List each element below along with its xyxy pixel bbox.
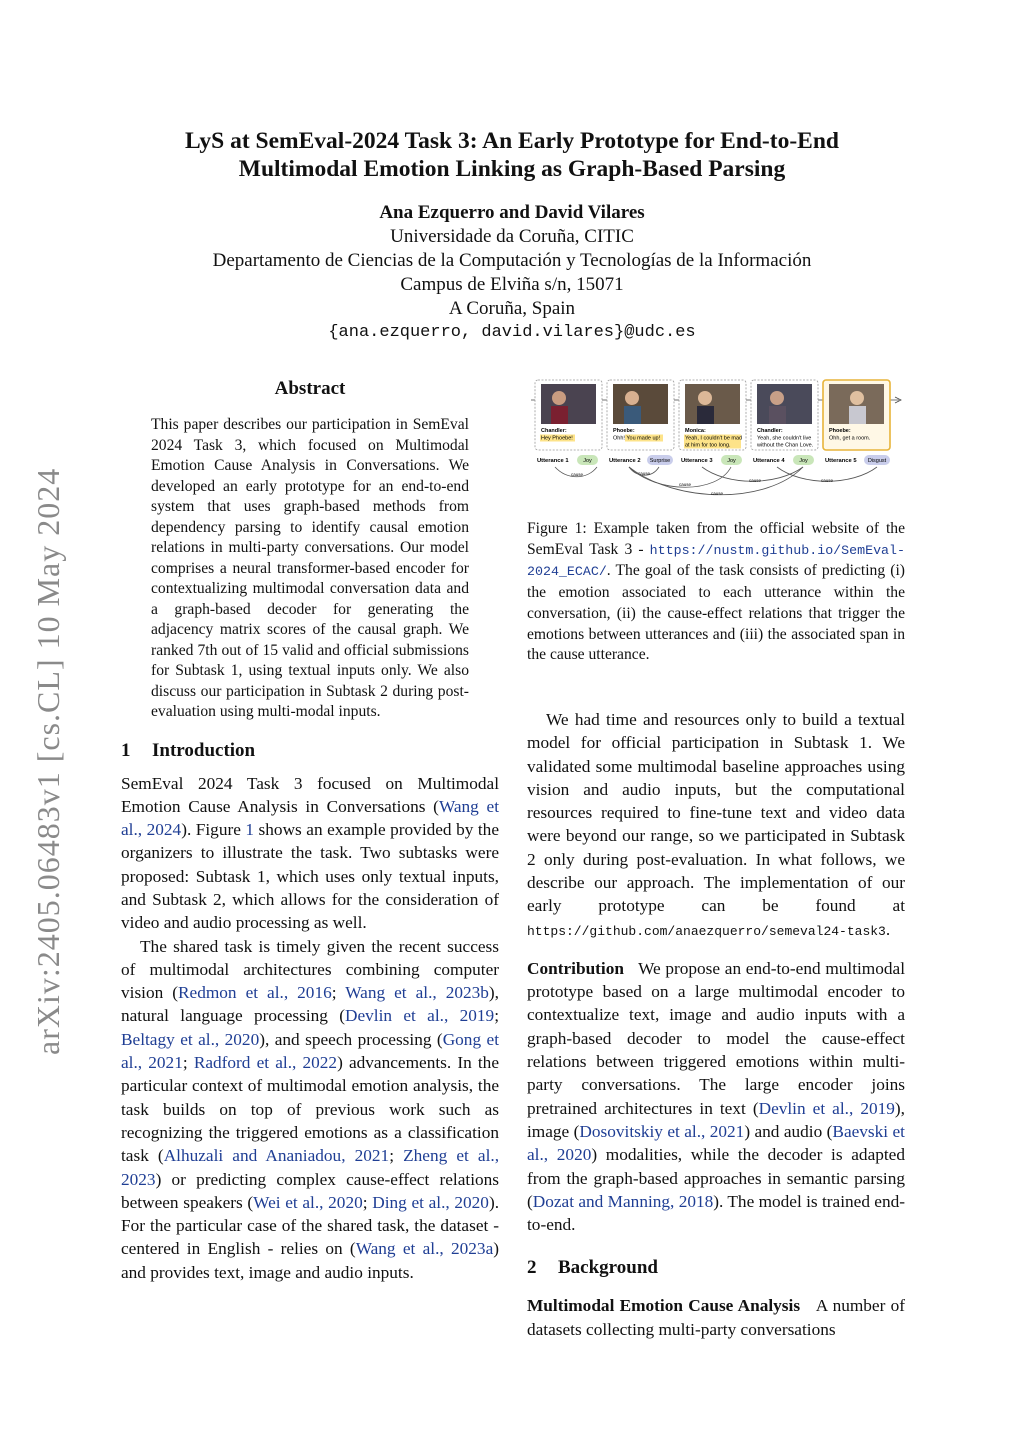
background-paragraph xyxy=(527,1294,905,1341)
text: . The goal of the task consists of predicting (i) the emotion associated to each utterance within the conversation, (ii) the cause-effect relations that trigger the emotions between utterances and (iii) the associated span in the cause utterance. xyxy=(527,562,905,664)
text: ) modalities, while the decoder is adapted from the graph-based approaches in semantic parsing ( xyxy=(527,1145,905,1211)
author-names: Ana Ezquerro and David Vilares xyxy=(379,202,645,223)
section-background-heading xyxy=(527,1256,905,1280)
utterance-panel-2 xyxy=(607,380,674,450)
text: SemEval 2024 Task 3 focused on Multimodal Emotion Cause Analysis in Conversations ( xyxy=(121,773,499,816)
utterance-label: Utterance 3 xyxy=(681,458,713,464)
section-number: 1 xyxy=(121,739,131,761)
face-shape xyxy=(625,391,639,405)
citation-link[interactable]: Dozat and Manning, 2018 xyxy=(532,1191,714,1211)
emotion-label: Joy xyxy=(799,458,808,464)
utterance-text: Ohh, get a room. xyxy=(829,435,871,442)
paragraph-heading: Contribution xyxy=(527,958,624,978)
utterance-panel-4 xyxy=(751,380,818,450)
speaker-label: Monica: xyxy=(685,428,706,434)
cause-arc-label: cause xyxy=(710,491,724,496)
citation-link[interactable]: Wang et al., 2023b xyxy=(345,983,489,1003)
text: We had time and resources only to build a textual model for official participation in Subtask 1. We validated some multimodal baseline approaches using vision and audio inputs, but the computational resources required to fine-tune text and video data were beyond our range, so we participated in Subtask 2 only during post-evaluation. In what follows, we describe our approach. The implementation of our early prototype can be found at xyxy=(527,709,905,916)
citation-link[interactable]: Wang et al., 2024 xyxy=(121,796,500,840)
affiliation-university: Universidade da Coruña, CITIC xyxy=(390,226,634,247)
utterance-label: Utterance 2 xyxy=(609,458,641,464)
citation-link[interactable]: Wei et al., 2020 xyxy=(253,1192,363,1212)
citation-link[interactable]: Baevski et al., 2020 xyxy=(527,1121,905,1165)
emotion-label: Joy xyxy=(583,458,592,464)
text: ) advancements. In the particular context of multimodal emotion analysis, the task builds on top of previous work such as recognizing the triggered emotions as a classification task ( xyxy=(121,1053,499,1166)
speaker-label: Chandler: xyxy=(757,428,783,434)
affiliation-department: Departamento de Ciencias de la Computación y Tecnologías de la Información xyxy=(212,250,812,271)
utterance-panel-1 xyxy=(535,380,602,450)
text: ; xyxy=(494,1006,499,1026)
utterance-panel-5 xyxy=(823,380,890,450)
utterance-label: Utterance 5 xyxy=(825,458,857,464)
author-block xyxy=(120,201,904,345)
section-introduction-heading xyxy=(121,739,499,763)
body-shape xyxy=(769,406,786,424)
text: shows an example provided by the organizers to illustrate the task. Two subtasks were proposed: Subtask 1, which uses only textual inputs, and Subtask 2, which allows for the consideration of video and audio processing as well. xyxy=(121,820,499,933)
text: A number of datasets collecting multi-party conversations xyxy=(527,1296,905,1339)
citation-link[interactable]: Ding et al., 2020 xyxy=(372,1192,489,1212)
speaker-label: Phoebe: xyxy=(829,428,851,434)
text: ) and audio ( xyxy=(744,1121,833,1141)
cause-arc-label: cause xyxy=(748,478,762,483)
task-website-link[interactable]: https://nustm.github.io/SemEval-2024_ECAC/ xyxy=(527,542,905,580)
utterance-text: Yeah, I couldn't be mad xyxy=(685,435,743,442)
intro-paragraph-1 xyxy=(121,772,499,935)
figure-reference-link[interactable]: 1 xyxy=(245,820,255,840)
intro-paragraph-2 xyxy=(121,935,499,1284)
text: ) or predicting complex cause-effect relations between speakers ( xyxy=(121,1169,499,1212)
cause-arc-label: cause xyxy=(570,472,584,477)
figure-1-caption xyxy=(527,519,905,666)
cause-arc-label: cause xyxy=(678,482,692,487)
utterance-label: Utterance 1 xyxy=(537,458,569,464)
utterance-text: Yeah, she couldn't live xyxy=(757,435,812,442)
section-title: Background xyxy=(558,1257,658,1279)
text: ). For the particular case of the shared task, the dataset - centered in English - relies on ( xyxy=(121,1192,500,1259)
citation-link[interactable]: Redmon et al., 2016 xyxy=(178,983,332,1003)
cause-arc-label: cause xyxy=(820,478,834,483)
emotion-label: Joy xyxy=(727,458,736,464)
right-column xyxy=(527,376,905,1341)
left-column xyxy=(121,378,499,1284)
section-title: Introduction xyxy=(152,739,256,761)
body-shape xyxy=(624,406,641,424)
paper-title xyxy=(120,127,904,183)
body-shape xyxy=(551,406,568,424)
contribution-paragraph xyxy=(527,957,905,1237)
title-line-1: LyS at SemEval-2024 Task 3: An Early Prototype for End-to-End xyxy=(185,128,839,154)
citation-link[interactable]: Devlin et al., 2019 xyxy=(345,1006,495,1026)
text: ) and provides text, image and audio inputs. xyxy=(121,1239,499,1282)
emotion-label: Surprise xyxy=(649,458,671,464)
emotion-label: Disgust xyxy=(867,458,887,464)
author-emails: {ana.ezquerro, david.vilares}@udc.es xyxy=(328,323,696,342)
body-shape xyxy=(697,406,714,424)
face-shape xyxy=(770,391,784,405)
text: We propose an end-to-end multimodal prototype based on a large multimodal encoder to contextualize text, image and audio inputs with a graph-based decoder to model the cause-effect relations between triggered emotions within multi-party conversations. The large encoder joins pretrained architectures in text ( xyxy=(527,958,905,1118)
utterance-text: Hey Phoebe! xyxy=(541,435,573,442)
face-shape xyxy=(850,391,864,405)
text: ). Figure xyxy=(181,820,246,840)
abstract-heading: Abstract xyxy=(274,378,346,399)
utterance-text: at him for too long. xyxy=(685,442,731,449)
text: The shared task is timely given the recent success of multimodal architectures combining computer vision ( xyxy=(121,936,499,1003)
citation-link[interactable]: Beltagy et al., 2020 xyxy=(121,1029,260,1049)
utterance-text: without the Chan Love. xyxy=(757,442,814,449)
citation-link[interactable]: Gong et al., 2021 xyxy=(121,1029,499,1073)
text: ). The model is trained end-to-end. xyxy=(527,1191,905,1235)
figure-1-conversation-graph xyxy=(527,376,905,504)
arxiv-identifier: arXiv:2405.06483v1 [cs.CL] 10 May 2024 xyxy=(30,467,66,1055)
face-shape xyxy=(698,391,712,405)
text: ; xyxy=(389,1146,404,1166)
affiliation-city: A Coruña, Spain xyxy=(448,298,576,319)
text: ; xyxy=(362,1192,373,1212)
title-line-2: Multimodal Emotion Linking as Graph-Based Parsing xyxy=(238,156,786,182)
section-number: 2 xyxy=(527,1257,537,1279)
citation-link[interactable]: Wang et al., 2023a xyxy=(355,1239,494,1259)
speaker-label: Phoebe: xyxy=(613,428,635,434)
text: ), image ( xyxy=(527,1098,905,1141)
text: ), and speech processing ( xyxy=(259,1029,443,1049)
citation-link[interactable]: Radford et al., 2022 xyxy=(193,1053,338,1073)
text: ; xyxy=(182,1053,194,1073)
face-shape xyxy=(552,391,566,405)
affiliation-campus: Campus de Elviña s/n, 15071 xyxy=(400,274,624,295)
utterance-label: Utterance 4 xyxy=(753,458,785,464)
speaker-label: Chandler: xyxy=(541,428,567,434)
citation-link[interactable]: Devlin et al., 2019 xyxy=(758,1098,895,1118)
citation-link[interactable]: Alhuzali and Ananiadou, 2021 xyxy=(163,1146,390,1166)
body-shape xyxy=(849,406,866,424)
github-repo-link[interactable]: https://github.com/anaezquerro/semeval24-task3 xyxy=(527,923,886,939)
text: ), natural language processing ( xyxy=(121,983,499,1026)
citation-link[interactable]: Dosovitskiy et al., 2021 xyxy=(579,1121,745,1141)
utterance-panel-3 xyxy=(679,380,746,450)
right-paragraph-1 xyxy=(527,708,905,943)
video-frame-image xyxy=(541,384,596,424)
text: Figure 1: Example taken from the official website of the SemEval Task 3 - xyxy=(527,520,905,558)
abstract-text: This paper describes our participation in SemEval 2024 Task 3, which focused on Multimodal Emotion Cause Analysis in Conversations. We developed an early prototype for an end-to-end system that uses graph-based methods from dependency parsing to identify causal emotion relations in multi-party conversations. Our model comprises a neural transformer-based encoder for contextualizing multimodal conversation data and a graph-based decoder for generating the adjacency matrix scores of the causal graph. We ranked 7th out of 15 valid and official submissions for Subtask 1, using textual inputs only. We also discuss our participation in Subtask 2 during post-evaluation using multi-modal inputs. xyxy=(151,416,469,720)
cause-arc-label: cause xyxy=(637,471,651,476)
text: . xyxy=(885,919,891,939)
citation-link[interactable]: Zheng et al., 2023 xyxy=(121,1146,500,1189)
paragraph-heading: Multimodal Emotion Cause Analysis xyxy=(527,1296,801,1316)
text: ; xyxy=(331,983,346,1003)
utterance-text: Ohh! You made up! xyxy=(613,435,661,442)
